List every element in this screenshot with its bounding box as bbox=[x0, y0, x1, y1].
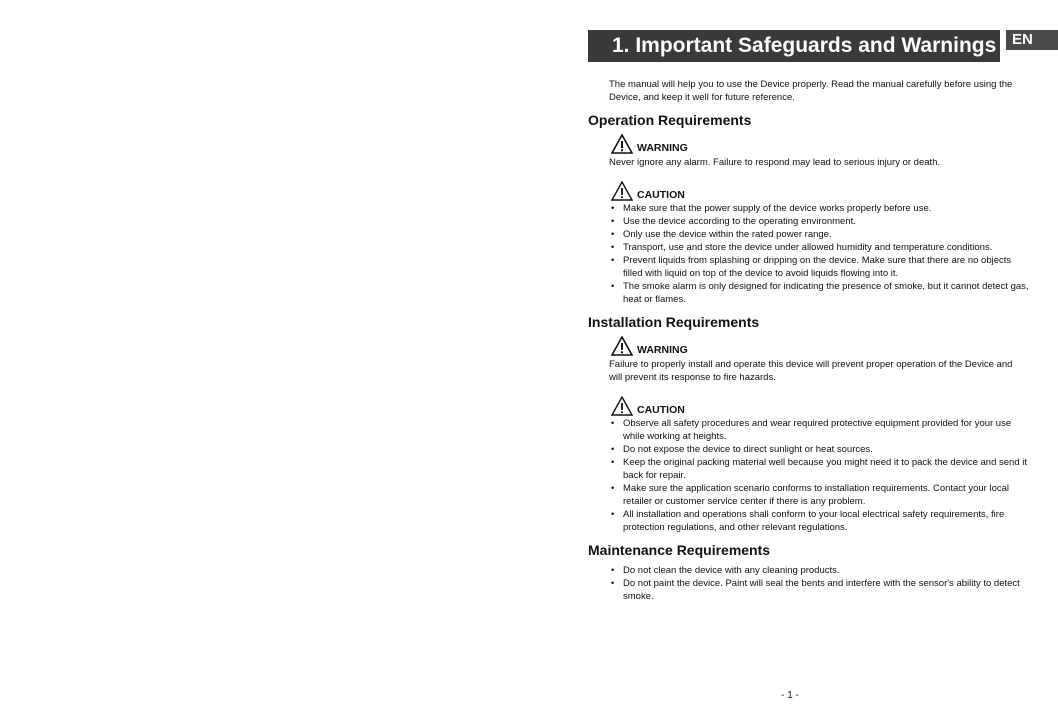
installation-warning-label-row bbox=[611, 336, 1028, 356]
content bbox=[588, 78, 1028, 603]
list-item: • Prevent liquids from splashing or dripping on the device. Make sure that there are no objects filled with liquid on top of the device to avoid liquids flowing into it. bbox=[609, 254, 1029, 280]
installation-warning-text: Failure to properly install and operate this device will prevent proper operation of the Device and will prevent its response to fire hazards. bbox=[609, 359, 1013, 383]
list-item: • Make sure the application scenario conforms to installation requirements. Contact your local retailer or customer service center if there is any problem. bbox=[609, 482, 1029, 508]
list-item: • Observe all safety procedures and wear required protective equipment provided for your use while working at heights. bbox=[609, 417, 1029, 443]
list-item: • Keep the original packing material well because you might need it to pack the device and send it back for repair. bbox=[609, 456, 1029, 482]
list-item: • All installation and operations shall conform to your local electrical safety requirements, fire protection regulations, and other relevant regulations. bbox=[609, 508, 1029, 534]
installation-heading: Installation Requirements bbox=[588, 314, 760, 330]
operation-warning-text: Never ignore any alarm. Failure to respond may lead to serious injury or death. bbox=[609, 157, 941, 168]
page-title: 1. Important Safeguards and Warnings bbox=[588, 30, 1000, 62]
language-tab: EN bbox=[1006, 30, 1058, 50]
maintenance-heading: Maintenance Requirements bbox=[588, 542, 771, 558]
list-item: • Transport, use and store the device under allowed humidity and temperature conditions. bbox=[609, 241, 1029, 254]
operation-warning-label-row bbox=[611, 134, 1028, 154]
operation-caution-label-row bbox=[611, 181, 1028, 201]
list-item: • Use the device according to the operating environment. bbox=[609, 215, 1029, 228]
caution-triangle-icon bbox=[611, 396, 633, 416]
maintenance-list bbox=[609, 564, 1029, 603]
installation-caution-list bbox=[609, 417, 1029, 534]
list-item: • Do not clean the device with any cleaning products. bbox=[609, 564, 1029, 577]
list-item: • The smoke alarm is only designed for indicating the presence of smoke, but it cannot detect gas, heat or flames. bbox=[609, 280, 1029, 306]
operation-caution-list bbox=[609, 202, 1029, 306]
installation-caution-label-row bbox=[611, 396, 1028, 416]
page-number: - 1 - bbox=[781, 690, 799, 701]
list-item: • Do not expose the device to direct sunlight or heat sources. bbox=[609, 443, 1029, 456]
caution-label: CAUTION bbox=[637, 189, 685, 201]
list-item: • Only use the device within the rated power range. bbox=[609, 228, 1029, 241]
warning-label: WARNING bbox=[637, 142, 688, 154]
caution-triangle-icon bbox=[611, 181, 633, 201]
warning-triangle-icon bbox=[611, 134, 633, 154]
intro-text: The manual will help you to use the Device properly. Read the manual carefully before using the Device, and keep it well for future reference. bbox=[609, 79, 1013, 103]
operation-heading: Operation Requirements bbox=[588, 112, 752, 128]
caution-label: CAUTION bbox=[637, 404, 685, 416]
warning-triangle-icon bbox=[611, 336, 633, 356]
list-item: • Do not paint the device. Paint will seal the bents and interfere with the sensor's ability to detect smoke. bbox=[609, 577, 1029, 603]
list-item: • Make sure that the power supply of the device works properly before use. bbox=[609, 202, 1029, 215]
warning-label: WARNING bbox=[637, 344, 688, 356]
